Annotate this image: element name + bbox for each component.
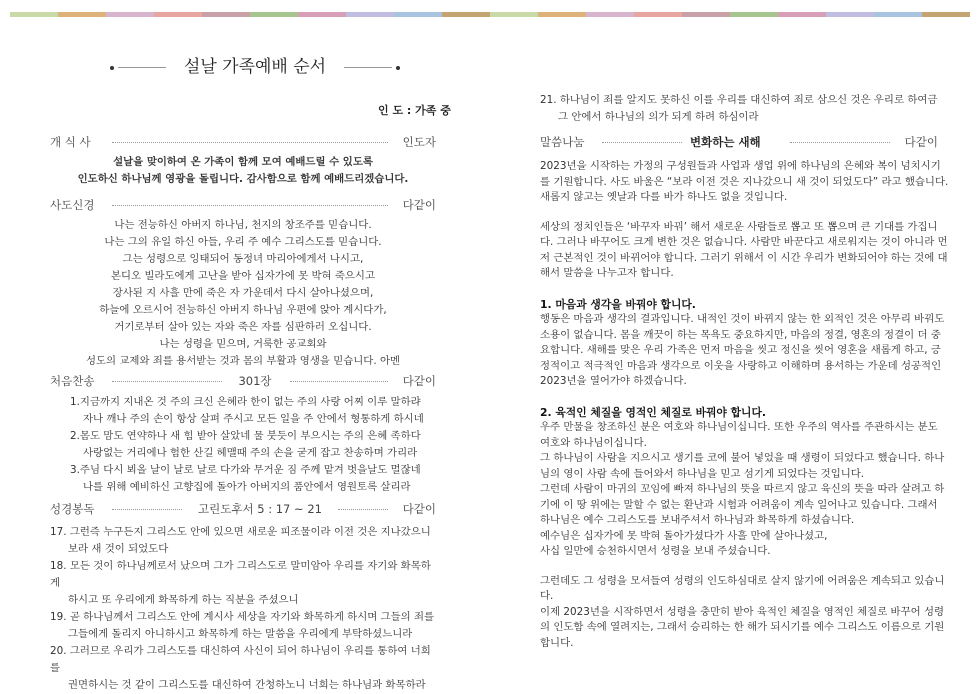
creed-text	[50, 217, 436, 370]
sermon-title: 변화하는 새해	[690, 135, 761, 149]
text-line: 사랑없는 거리에나 험한 산길 헤맬때 주의 손을 굳게 잡고 찬송하며 가리라	[83, 447, 418, 459]
dotted-leader	[338, 509, 388, 510]
text-line: 권면하시는 것 같이 그리스도를 대신하여 간청하노니 너희는 하나님과 화목하라	[68, 679, 426, 691]
color-segment	[490, 12, 538, 17]
dotted-leader	[290, 381, 388, 382]
paragraph: 그 하나님이 사람을 지으시고 생기를 코에 불어 넣었을 때 생령이 되었다고 했습니다. 하나님의 영이 사람 속에 들어와서 하나님을 믿고 섬기게 되었다는 것입니다.	[540, 452, 945, 480]
title-block	[110, 52, 400, 78]
text-line: 성도의 교제와 죄를 용서받는 것과 몸의 부활과 영생을 믿습니다. 아멘	[85, 355, 401, 367]
color-segment	[826, 12, 874, 17]
verse	[50, 609, 440, 643]
text-line: 인도하신 하나님께 영광을 돌립니다. 감사함으로 함께 예배드리겠습니다.	[77, 173, 409, 185]
sermon-body	[540, 159, 950, 651]
color-segment	[202, 12, 250, 17]
section-label: 처음찬송	[50, 374, 95, 388]
section-presenter: 인도자	[402, 135, 436, 149]
color-segment	[442, 12, 490, 17]
leader-label: 인 도 : 가족 중	[378, 104, 451, 117]
text-line: 그들에게 돌리지 아니하시고 화목하게 하는 말씀을 우리에게 부탁하셨느니라	[68, 628, 413, 640]
bullet-dot-icon	[396, 66, 400, 70]
paragraph: 행동은 마음과 생각의 결과입니다. 내적인 것이 바뀌지 않는 한 외적인 것은 아무리 바꿔도 소용이 없습니다. 몸을 깨끗이 하는 목욕도 중요하지만, 마음의 정결, 영혼의 정결이 더 중요합니다. 새해를 맞은 우리 가족은 먼저 마음을 씻고 정신을 씻어 영혼을 새롭게 하고, 긍정적이고 적극적인 마음과 생각으로 이웃을 사랑하고 이해하며 용서하는 가운데 성공적인 2023년을 열어가야 하겠습니다.	[540, 313, 945, 387]
hymn-verse	[70, 428, 440, 462]
color-segment	[58, 12, 106, 17]
text-line: 설날을 맞이하여 온 가족이 함께 모여 예배드릴 수 있도록	[113, 156, 373, 168]
text-line: 나는 그의 유일 하신 아들, 우리 주 예수 그리스도를 믿습니다.	[104, 236, 382, 248]
verse	[50, 524, 440, 558]
verse	[50, 643, 440, 694]
section-sermon	[540, 134, 938, 150]
heading: 2. 육적인 체질을 영적인 체질로 바꿔야 합니다.	[540, 405, 767, 419]
section-creed	[50, 197, 436, 213]
text-line: 21. 하나님이 죄를 알지도 못하신 이를 우리를 대신하여 죄로 삼으신 것은 우리로 하여금	[540, 94, 938, 106]
page-title: 설날 가족예배 순서	[183, 57, 327, 77]
section-opening	[50, 134, 436, 150]
title-rule	[344, 67, 392, 68]
top-color-bar	[10, 12, 970, 17]
text-line: 17. 그런즉 누구든지 그리스도 안에 있으면 새로운 피조물이라 이전 것은 지나갔으니	[50, 526, 431, 538]
dotted-leader	[112, 205, 388, 206]
section-label: 사도신경	[50, 198, 95, 212]
paragraph: 그런데 사람이 마귀의 꼬임에 빠져 하나님의 뜻을 따르지 않고 육신의 뜻을 따라 살려고 하기에 이 땅 위에는 말할 수 없는 환난과 시험과 어려움이 계속 일어나고 있습니다. 그래서 하나님은 예수 그리스도를 보내주셔서 하나님과 화목하게 하셨습니다.	[540, 483, 945, 526]
paragraph: 2023년을 시작하는 가정의 구성원들과 사업과 생업 위에 하나님의 은혜와 복이 넘치시기를 기원합니다. 사도 바울은 “보라 이전 것은 지나갔으니 새 것이 되었도다” 라고 했습니다. 새롭지 않고는 옛날과 다를 바가 하나도 없을 것입니다.	[540, 160, 949, 203]
color-segment	[538, 12, 586, 17]
section-hymn	[50, 373, 436, 389]
color-segment	[730, 12, 778, 17]
paragraph: 세상의 정치인들은 ‘바꾸자 바꿔’ 해서 새로운 사람들로 뽑고 또 뽑으며 큰 기대를 가집니다. 그러나 바꾸어도 크게 변한 것은 없습니다. 사람만 바꾼다고 새로워지는 것이 아니라 먼저 근본적인 것이 바뀌어야 합니다. 그러기 위해서 이 시간 우리가 변화되어야 하는 것에 대해서 말씀을 나누고자 합니다.	[540, 220, 948, 279]
dotted-leader	[112, 381, 222, 382]
text-line: 하늘에 오르시어 전능하신 아버지 하나님 우편에 앉아 계시다가,	[99, 304, 387, 316]
section-presenter: 다같이	[402, 374, 436, 388]
text-line: 19. 곧 하나님께서 그리스도 안에 계시사 세상을 자기와 화목하게 하시며 그들의 죄를	[50, 611, 435, 623]
color-segment	[586, 12, 634, 17]
section-label: 성경봉독	[50, 502, 95, 516]
text-line: 18. 모든 것이 하나님께로서 났으며 그가 그리스도로 말미암아 우리를 자기와 화목하게	[50, 560, 431, 589]
color-segment	[682, 12, 730, 17]
color-segment	[634, 12, 682, 17]
section-middle: 고린도후서 5 : 17 ~ 21	[198, 502, 322, 516]
text-line: 1.지금까지 지내온 것 주의 크신 은혜라 한이 없는 주의 사랑 어찌 이루 말하랴	[70, 396, 421, 408]
color-segment	[250, 12, 298, 17]
dotted-leader	[790, 142, 890, 143]
section-presenter: 다같이	[904, 135, 938, 149]
color-segment	[874, 12, 922, 17]
hymn-verse	[70, 462, 440, 496]
text-line: 자나 깨나 주의 손이 항상 살펴 주시고 모든 일을 주 안에서 형통하게 하시네	[83, 413, 424, 425]
text-line: 보라 새 것이 되었도다	[68, 543, 169, 555]
paragraph: 그런데도 그 성령을 모셔들여 성령의 인도하심대로 살지 않기에 어려움은 계속되고 있습니다.	[540, 574, 945, 602]
text-line: 그 안에서 하나님의 의가 되게 하려 하심이라	[558, 111, 759, 123]
color-segment	[106, 12, 154, 17]
section-label: 개 식 사	[50, 135, 91, 149]
paragraph: 예수님은 십자가에 못 박혀 돌아가셨다가 사흘 만에 살아나셨고,	[540, 529, 828, 542]
text-line: 나는 전능하신 아버지 하나님, 천지의 창조주를 믿습니다.	[114, 219, 372, 231]
text-line: 나를 위해 예비하신 고향집에 돌아가 아버지의 품안에서 영원토록 살리라	[83, 481, 411, 493]
text-line: 3.주님 다시 뵈올 날이 날로 날로 다가와 무거운 짐 주께 맡겨 벗을날도 멀잖네	[70, 464, 421, 476]
heading: 1. 마음과 생각을 바꿔야 합니다.	[540, 297, 696, 311]
verse	[50, 558, 440, 609]
section-scripture	[50, 501, 436, 517]
paragraph: 우주 만물을 창조하신 분은 여호와 하나님이십니다. 또한 우주의 역사를 주관하시는 분도 여호와 하나님이십니다.	[540, 421, 938, 449]
opening-text	[50, 154, 436, 188]
text-line: 나는 성령을 믿으며, 거룩한 공교회와	[159, 338, 327, 350]
paragraph: 이제 2023년을 시작하면서 성령을 충만히 받아 육적인 체질을 영적인 체질로 바꾸어 성령의 인도함 속에 열려지는, 그래서 승리하는 한 해가 되시기를 예수 그리스도 이름으로 기원합니다.	[540, 605, 945, 649]
hymn-verse	[70, 394, 440, 428]
dotted-leader	[602, 142, 682, 143]
color-segment	[922, 12, 970, 17]
color-segment	[154, 12, 202, 17]
text-line: 거기로부터 살아 있는 자와 죽은 자를 심판하러 오십니다.	[114, 321, 372, 333]
color-segment	[298, 12, 346, 17]
color-segment	[394, 12, 442, 17]
dotted-leader	[112, 142, 388, 143]
color-segment	[10, 12, 58, 17]
section-presenter: 다같이	[402, 198, 436, 212]
section-presenter: 다같이	[402, 502, 436, 516]
color-segment	[778, 12, 826, 17]
section-label: 말씀나눔	[540, 135, 585, 149]
text-line: 20. 그러므로 우리가 그리스도를 대신하여 사신이 되어 하나님이 우리를 통하여 너희를	[50, 645, 431, 674]
section-middle: 301장	[238, 374, 272, 388]
color-segment	[346, 12, 394, 17]
dotted-leader	[112, 509, 182, 510]
text-line: 그는 성령으로 잉태되어 동정녀 마리아에게서 나시고,	[122, 253, 364, 265]
text-line: 2.몸도 맘도 연약하나 새 힘 받아 살았네 물 붓듯이 부으시는 주의 은혜 족하다	[70, 430, 421, 442]
paragraph: 사십 일만에 승천하시면서 성령을 보내 주셨습니다.	[540, 545, 771, 557]
text-line: 장사된 지 사흘 만에 죽은 자 가운데서 다시 살아나셨으며,	[112, 287, 374, 299]
text-line: 하시고 또 우리에게 화목하게 하는 직분을 주셨으니	[68, 594, 299, 606]
scripture-text	[50, 524, 440, 694]
verse-21	[540, 92, 950, 126]
hymn-text	[70, 394, 440, 496]
text-line: 본디오 빌라도에게 고난을 받아 십자가에 못 박혀 죽으시고	[110, 270, 375, 282]
